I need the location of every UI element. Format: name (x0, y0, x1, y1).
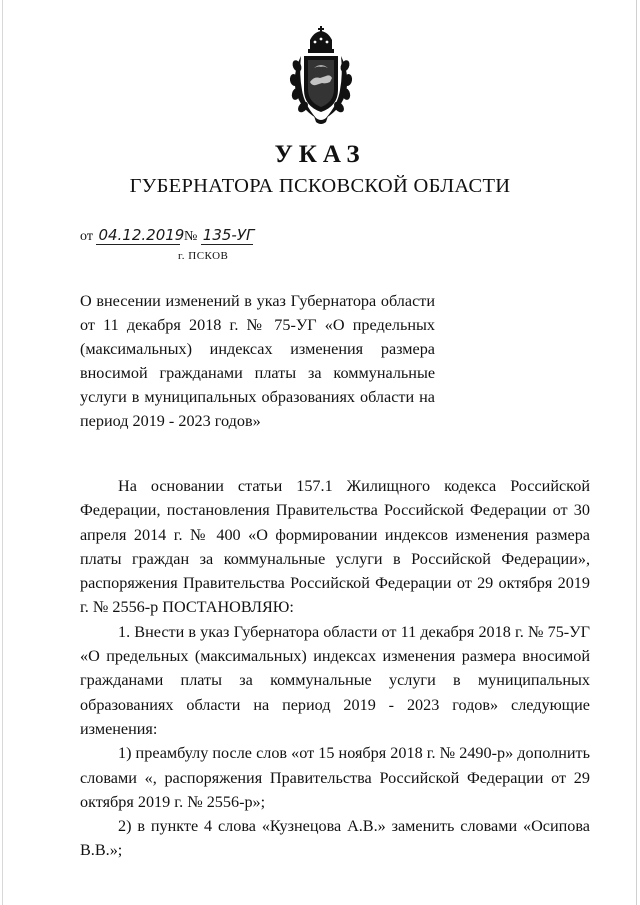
coat-of-arms-icon (288, 26, 354, 126)
scan-edge-left (2, 0, 3, 905)
document-subtitle: ГУБЕРНАТОРА ПСКОВСКОЙ ОБЛАСТИ (129, 175, 511, 197)
handwritten-number: 135-УГ (202, 226, 255, 244)
scan-edge-right (636, 0, 637, 905)
date-number-line (80, 226, 253, 248)
document-title: УКАЗ (274, 141, 366, 168)
city-label: г. ПСКОВ (178, 250, 229, 262)
body-paragraph: 1) преамбулу после слов «от 15 ноября 2018 г. № 2490-р» дополнить словами «, распоряжения Правительства Российской Федерации от 29 октября 2019 г. № 2556-р»; (80, 744, 590, 811)
decree-heading: О внесении изменений в указ Губернатора области от 11 декабря 2018 г. № 75-УГ «О предельных (максимальных) индексах изменения размера вносимой гражданами платы за коммунальные услуги в муниципальных образованиях области на период 2019 - 2023 годов» (80, 292, 435, 430)
body-paragraph: На основании статьи 157.1 Жилищного кодекса Российской Федерации, постановления Правительства Российской Федерации от 30 апреля 2014 г. № 400 «О формировании индексов изменения размера платы граждан за коммунальные услуги в Российской Федерации», распоряжения Правительства Российской Федерации от 29 октября 2019 г. № 2556-р ПОСТАНОВЛЯЮ: (80, 477, 590, 617)
body-paragraph: 2) в пункте 4 слова «Кузнецова А.В.» заменить словами «Осипова В.В.»; (80, 817, 590, 860)
date-prefix: от (80, 229, 93, 244)
body-paragraph: 1. Внести в указ Губернатора области от 11 декабря 2018 г. № 75-УГ «О предельных (максимальных) индексах изменения размера вносимой гражданами платы за коммунальные услуги в муниципальных образованиях области на период 2019 - 2023 годов» следующие изменения: (80, 622, 590, 738)
decree-body (80, 474, 590, 863)
handwritten-date: 04.12.2019 (98, 226, 185, 244)
number-prefix: № (183, 229, 198, 244)
